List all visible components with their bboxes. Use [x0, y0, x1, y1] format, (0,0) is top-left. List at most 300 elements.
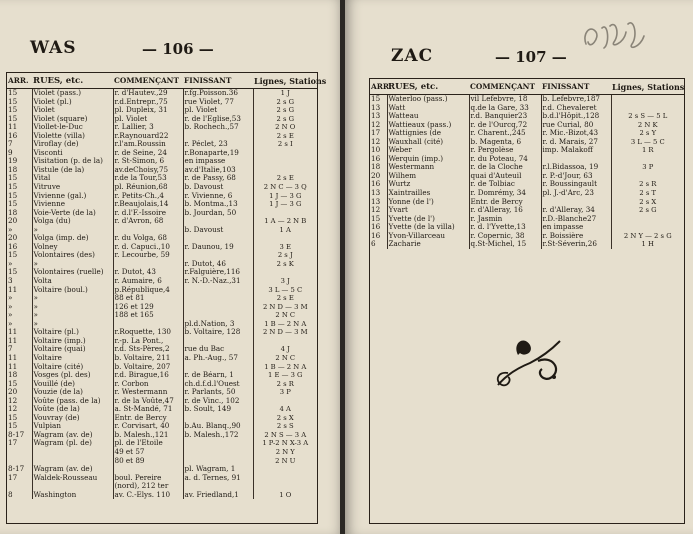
lignes-cell: 2 N Y — 2 s G	[611, 232, 684, 241]
finissant-cell: b. Voltaire, 128	[183, 328, 253, 337]
street-name-cell: Voûte (pass. de la)	[32, 397, 113, 406]
table-row	[7, 294, 317, 303]
finissant-cell: r.St-Séverin,26	[541, 240, 611, 249]
commencant-cell: r.Raynouard22	[113, 132, 183, 141]
lignes-cell: 2 N D — 3 M	[253, 303, 317, 312]
lignes-cell	[611, 215, 684, 224]
arr-cell: 15	[8, 378, 18, 388]
finissant-cell: r. Mic.-Bizot,43	[541, 129, 611, 138]
street-name-cell: Viroflay (de)	[32, 140, 113, 149]
street-name-cell: Volontaires (des)	[32, 251, 113, 260]
street-name-cell: Voltaire (boul.)	[32, 286, 113, 295]
finissant-cell: b. Montma.,13	[183, 200, 253, 209]
finissant-cell	[183, 286, 253, 295]
commencant-cell: vil Lefebvre, 18	[469, 95, 541, 104]
lignes-cell: 2 s I	[253, 140, 317, 149]
arr-cell: 20	[8, 387, 18, 397]
arr-cell: 20	[8, 216, 18, 226]
arr-cell: 13	[371, 188, 381, 198]
lignes-cell	[253, 397, 317, 406]
lignes-cell	[611, 223, 684, 232]
arr-cell: 15	[8, 412, 18, 422]
commencant-cell: r. Dutot, 43	[113, 268, 183, 277]
lignes-cell: 3 P	[611, 163, 684, 172]
lignes-cell: 1 J — 3 G	[253, 192, 317, 201]
lignes-cell: 1 J — 3 G	[253, 200, 317, 209]
arr-cell: 17	[8, 438, 18, 448]
arr-cell: 15	[8, 173, 18, 183]
street-name-cell: Voltaire (imp.)	[32, 337, 113, 346]
finissant-cell: b. Rochech.,57	[183, 123, 253, 132]
arr-cell	[7, 448, 32, 457]
arr-cell: 16	[371, 222, 381, 232]
arr-cell: »	[8, 318, 13, 328]
street-name-cell: Vouzie (de la)	[32, 388, 113, 397]
street-name-cell: Violette (villa)	[32, 132, 113, 141]
finissant-cell: r. Parlants, 50	[183, 388, 253, 397]
commencant-cell: r. Lecourbe, 59	[113, 251, 183, 260]
finissant-cell	[183, 448, 253, 457]
table-row	[370, 198, 684, 207]
table-row	[370, 172, 684, 181]
finissant-cell	[183, 303, 253, 312]
street-name-cell: Volney	[32, 243, 113, 252]
arr-cell: 11	[8, 352, 18, 362]
commencant-cell: r. de l'Ourcq,72	[469, 121, 541, 130]
table-row	[7, 491, 317, 500]
lignes-cell	[253, 465, 317, 474]
finissant-cell: r.d. Chevaleret	[541, 104, 611, 113]
street-name-cell: Wurtz	[387, 180, 469, 189]
table-row	[7, 448, 317, 457]
arr-cell: 15	[8, 113, 18, 123]
street-name-cell: Yonne (de l')	[387, 198, 469, 207]
lignes-cell: 2 s G	[611, 206, 684, 215]
lignes-cell	[253, 209, 317, 218]
arr-cell: 16	[8, 241, 18, 251]
commencant-cell: 49 et 57	[113, 448, 183, 457]
commencant-cell: r. d'Hautev.,29	[113, 89, 183, 98]
lignes-cell	[253, 157, 317, 166]
commencant-cell: Entr. de Bercy	[113, 414, 183, 423]
lignes-cell	[611, 155, 684, 164]
arr-cell: 8-17	[8, 464, 25, 474]
commencant-cell: r. de Seine, 24	[113, 149, 183, 158]
street-name-cell: Wattignies (de	[387, 129, 469, 138]
lignes-cell: 3 E	[253, 243, 317, 252]
header-arr: ARR.	[370, 80, 387, 95]
commencant-cell: r.-p. La Pont.,	[113, 337, 183, 346]
lignes-cell: 2 s E	[253, 294, 317, 303]
finissant-cell: r. Vivienne, 6	[183, 192, 253, 201]
street-name-cell: Vivienne	[32, 200, 113, 209]
arr-cell: 20	[8, 233, 18, 243]
lignes-cell: 2 s E	[253, 174, 317, 183]
finissant-cell: a. d. Ternes, 91	[183, 474, 253, 483]
arr-cell: 11	[8, 361, 18, 371]
lignes-cell: 2 N C — 3 Q	[253, 183, 317, 192]
arr-cell: 15	[8, 199, 18, 209]
arr-cell: 11	[8, 284, 18, 294]
header-rues: RUES, etc.	[387, 80, 469, 95]
commencant-cell: r.Roquette, 130	[113, 328, 183, 337]
lignes-cell: 2 s S	[253, 422, 317, 431]
commencant-cell: pl. Violet	[113, 115, 183, 124]
finissant-cell: r.Bonaparte,19	[183, 149, 253, 158]
commencant-cell: r.l'am.Roussin	[113, 140, 183, 149]
arr-cell: 15	[8, 421, 18, 431]
street-name-cell: Visconti	[32, 149, 113, 158]
lignes-cell: 2 s X	[611, 198, 684, 207]
header-lignes: Lignes, Stations	[611, 80, 684, 95]
finissant-cell: r.fg.Poisson.36	[183, 89, 253, 98]
table-row	[370, 163, 684, 172]
arr-cell: 8-17	[8, 429, 25, 439]
right-page-abbr: ZAC	[391, 46, 434, 66]
street-name-cell: Viollet-le-Duc	[32, 123, 113, 132]
commencant-cell: r. d'Avron, 68	[113, 217, 183, 226]
arr-cell: 15	[8, 190, 18, 200]
arr-cell: 18	[8, 370, 18, 380]
lignes-cell: 1 B — 2 N A	[253, 320, 317, 329]
commencant-cell: r.d. Banquier23	[469, 112, 541, 121]
floral-ornament-icon	[490, 333, 570, 393]
lignes-cell: 2 s R	[253, 380, 317, 389]
commencant-cell: 188 et 165	[113, 311, 183, 320]
street-name-cell: Wagram (av. de)	[32, 465, 113, 474]
commencant-cell: quai d'Auteuil	[469, 172, 541, 181]
street-name-cell: Volta	[32, 277, 113, 286]
lignes-cell: 2 N Y	[253, 448, 317, 457]
arr-cell: 15	[8, 267, 18, 277]
street-name-cell: Vital	[32, 174, 113, 183]
lignes-cell	[253, 482, 317, 491]
arr-cell: 8	[8, 489, 13, 499]
finissant-cell: b. Davoust	[183, 183, 253, 192]
arr-cell: 12	[8, 404, 18, 414]
lignes-cell	[253, 234, 317, 243]
street-name-cell: Wilhem	[387, 172, 469, 181]
finissant-cell: b. Lefebvre,187	[541, 95, 611, 104]
lignes-cell	[253, 337, 317, 346]
lignes-cell: 2 s S — 5 L	[611, 112, 684, 121]
commencant-cell: r. Domrémy, 34	[469, 189, 541, 198]
street-name-cell: Yvette (de l')	[387, 215, 469, 224]
lignes-cell: 2 s K	[253, 260, 317, 269]
arr-cell: 12	[371, 119, 381, 129]
commencant-cell: q.de la Gare, 33	[469, 104, 541, 113]
arr-cell: 17	[371, 128, 381, 138]
left-page-abbr: WAS	[30, 38, 77, 58]
street-name-cell: Volontaires (ruelle)	[32, 268, 113, 277]
arr-cell: 15	[8, 250, 18, 260]
lignes-cell: 2 N K	[611, 121, 684, 130]
lignes-cell: 1 R	[611, 146, 684, 155]
finissant-cell: rue du Bac	[183, 345, 253, 354]
finissant-cell: r. d'Alleray, 34	[541, 206, 611, 215]
commencant-cell: r. du Poteau, 74	[469, 155, 541, 164]
arr-cell: 11	[8, 335, 18, 345]
left-table-header-row	[7, 74, 317, 89]
street-name-cell: Vitruve	[32, 183, 113, 192]
arr-cell: 19	[8, 156, 18, 166]
arr-cell: »	[8, 293, 13, 303]
lignes-cell: 2 N C	[253, 354, 317, 363]
commencant-cell: b. Voltaire, 207	[113, 363, 183, 372]
street-name-cell: Voie-Verte (de la)	[32, 209, 113, 218]
arr-cell: 15	[8, 96, 18, 106]
commencant-cell: (nord), 212 ter	[113, 482, 183, 491]
arr-cell: 9	[8, 147, 13, 157]
street-name-cell: Weber	[387, 146, 469, 155]
arr-cell: 11	[8, 327, 18, 337]
arr-cell: »	[8, 224, 13, 234]
right-street-table	[370, 80, 684, 249]
lignes-cell: 2 N O	[253, 123, 317, 132]
lignes-cell: 1 P-2 N X-3 A	[253, 439, 317, 448]
arr-cell: 7	[8, 139, 13, 149]
finissant-cell: b. Davoust	[183, 226, 253, 235]
street-name-cell: Violet	[32, 106, 113, 115]
finissant-cell: r. Péclet, 23	[183, 140, 253, 149]
table-row	[7, 286, 317, 295]
street-name-cell: Vivienne (gal.)	[32, 192, 113, 201]
commencant-cell: r. Aumaire, 6	[113, 277, 183, 286]
finissant-cell: pl. Wagram, 1	[183, 465, 253, 474]
finissant-cell: b.Au. Blanq.,90	[183, 422, 253, 431]
right-table-header-row	[370, 80, 684, 95]
pencil-scribble-icon	[580, 14, 650, 62]
lignes-cell	[253, 166, 317, 175]
table-row	[370, 138, 684, 147]
header-rues: RUES, etc.	[32, 74, 113, 89]
lignes-cell: 2 N D — 3 M	[253, 328, 317, 337]
lignes-cell: 3 L — 5 C	[611, 138, 684, 147]
street-name-cell: Voûte (de la)	[32, 405, 113, 414]
arr-cell: »	[8, 301, 13, 311]
finissant-cell	[183, 294, 253, 303]
finissant-cell: pl. J.-d'Arc, 23	[541, 189, 611, 198]
commencant-cell: 80 et 89	[113, 457, 183, 466]
street-name-cell: Xaintrailles	[387, 189, 469, 198]
arr-cell: 15	[371, 213, 381, 223]
lignes-cell: 2 s X	[253, 414, 317, 423]
commencant-cell: r. d. l'Yvette,13	[469, 223, 541, 232]
arr-cell: 16	[8, 130, 18, 140]
lignes-cell: 1 O	[253, 491, 317, 500]
finissant-cell: imp. Malakoff	[541, 146, 611, 155]
finissant-cell: r. Dutot, 46	[183, 260, 253, 269]
lignes-cell: 4 A	[253, 405, 317, 414]
commencant-cell: boul. Pereire	[113, 474, 183, 483]
finissant-cell: r. de l'Eglise,53	[183, 115, 253, 124]
lignes-cell: 3 P	[253, 388, 317, 397]
arr-cell: 17	[8, 472, 18, 482]
finissant-cell: av. Friedland,1	[183, 491, 253, 500]
commencant-cell: 88 et 81	[113, 294, 183, 303]
finissant-cell: r. Daunou, 19	[183, 243, 253, 252]
lignes-cell: 2 s G	[253, 98, 317, 107]
lignes-cell: 2 s J	[253, 251, 317, 260]
street-name-cell: Yvette (de la villa)	[387, 223, 469, 232]
street-name-cell: »	[32, 303, 113, 312]
street-name-cell: Werquin (imp.)	[387, 155, 469, 164]
commencant-cell: r. d. Capuci.,10	[113, 243, 183, 252]
arr-cell: 13	[371, 102, 381, 112]
commencant-cell: r. Pergolèse	[469, 146, 541, 155]
finissant-cell: pl. Violet	[183, 106, 253, 115]
arr-cell: »	[8, 310, 13, 320]
lignes-cell: 2 N S — 3 A	[253, 431, 317, 440]
table-row	[370, 240, 684, 249]
street-name-cell: Volga (imp. de)	[32, 234, 113, 243]
arr-cell: 15	[8, 105, 18, 115]
lignes-cell	[253, 268, 317, 277]
street-name-cell: Yvart	[387, 206, 469, 215]
finissant-cell: r. Boussingault	[541, 180, 611, 189]
lignes-cell	[611, 172, 684, 181]
finissant-cell: b. Soult, 149	[183, 405, 253, 414]
lignes-cell	[611, 95, 684, 104]
arr-cell: 15	[8, 182, 18, 192]
arr-cell: »	[8, 258, 13, 268]
commencant-cell: r. Corvisart, 40	[113, 422, 183, 431]
street-name-cell: Washington	[32, 491, 113, 500]
lignes-cell: 2 s G	[253, 115, 317, 124]
commencant-cell: r.d. Sts-Pères,2	[113, 345, 183, 354]
lignes-cell: 1 J	[253, 89, 317, 98]
commencant-cell: av.deChoisy,75	[113, 166, 183, 175]
street-name-cell: »	[32, 260, 113, 269]
finissant-cell: r. P.-d'Jour, 63	[541, 172, 611, 181]
arr-cell: 12	[371, 205, 381, 215]
commencant-cell: r. d'Alleray, 16	[469, 206, 541, 215]
commencant-cell: b. Malesh.,121	[113, 431, 183, 440]
arr-cell: 20	[371, 170, 381, 180]
table-row	[7, 251, 317, 260]
right-page	[345, 0, 693, 534]
street-name-cell: Waldek-Rousseau	[32, 474, 113, 483]
lignes-cell	[253, 474, 317, 483]
commencant-cell: Entr. de Bercy	[469, 198, 541, 207]
arr-cell: 15	[371, 94, 381, 103]
finissant-cell: b. Jourdan, 50	[183, 209, 253, 218]
table-row	[7, 217, 317, 226]
commencant-cell: pl. de l'Etoile	[113, 439, 183, 448]
commencant-cell: r. St-Simon, 6	[113, 157, 183, 166]
street-name-cell: Violet (pl.)	[32, 98, 113, 107]
street-name-cell: Westermann	[387, 163, 469, 172]
commencant-cell: r.Beaujolais,14	[113, 200, 183, 209]
street-name-cell: Voltaire (cité)	[32, 363, 113, 372]
commencant-cell: q.St-Michel, 15	[469, 240, 541, 249]
lignes-cell: 2 N U	[253, 457, 317, 466]
street-name-cell	[32, 448, 113, 457]
lignes-cell: 2 s G	[253, 106, 317, 115]
arr-cell: 16	[371, 153, 381, 163]
street-name-cell: Vistule (de la)	[32, 166, 113, 175]
lignes-cell: 1 B — 2 N A	[253, 363, 317, 372]
finissant-cell: r. de Béarn, 1	[183, 371, 253, 380]
lignes-cell: 2 s Y	[611, 129, 684, 138]
finissant-cell: r. Boissière	[541, 232, 611, 241]
street-name-cell: Visitation (p. de la)	[32, 157, 113, 166]
commencant-cell: r.d. Birague,16	[113, 371, 183, 380]
commencant-cell: r. du Volga, 68	[113, 234, 183, 243]
arr-cell: 11	[8, 122, 18, 132]
arr-cell: 12	[371, 136, 381, 146]
lignes-cell	[611, 104, 684, 113]
commencant-cell: 126 et 129	[113, 303, 183, 312]
commencant-cell: r. de Tolbiac	[469, 180, 541, 189]
commencant-cell: r.de la Tour,53	[113, 174, 183, 183]
commencant-cell: r. Westermann	[113, 388, 183, 397]
table-row	[7, 439, 317, 448]
finissant-cell: r. de Passy, 68	[183, 174, 253, 183]
arr-cell: 16	[371, 179, 381, 189]
left-page	[0, 0, 345, 534]
commencant-cell: pl. Réunion,68	[113, 183, 183, 192]
arr-cell: 10	[371, 145, 381, 155]
finissant-cell: r.D.-Blanche27	[541, 215, 611, 224]
lignes-cell: 1 A — 2 N B	[253, 217, 317, 226]
lignes-cell: 3 L — 5 C	[253, 286, 317, 295]
street-name-cell: Voltaire (pl.)	[32, 328, 113, 337]
header-arr: ARR.	[7, 74, 32, 89]
finissant-cell: r.l.Bidassoa, 19	[541, 163, 611, 172]
lignes-cell: 2 s R	[611, 180, 684, 189]
commencant-cell: r. Lallier, 3	[113, 123, 183, 132]
header-commencant: COMMENÇANT	[113, 74, 183, 89]
finissant-cell: r.Falguière,116	[183, 268, 253, 277]
commencant-cell: p.République,4	[113, 286, 183, 295]
lignes-cell: 4 J	[253, 345, 317, 354]
right-table-body	[370, 95, 684, 249]
finissant-cell: b.d.l'Hôpit.,128	[541, 112, 611, 121]
commencant-cell: av. C.-Elys. 110	[113, 491, 183, 500]
table-row	[7, 311, 317, 320]
left-street-table	[7, 74, 327, 499]
street-name-cell: Wagram (av. de)	[32, 431, 113, 440]
commencant-cell: a. St-Mandé, 71	[113, 405, 183, 414]
commencant-cell: r. de la Voûte,47	[113, 397, 183, 406]
street-name-cell: Voltaire	[32, 354, 113, 363]
lignes-cell	[253, 149, 317, 158]
header-finissant: FINISSANT	[541, 80, 611, 95]
street-name-cell: »	[32, 294, 113, 303]
street-name-cell: Watt	[387, 104, 469, 113]
commencant-cell: b. Magenta, 6	[469, 138, 541, 147]
street-name-cell: Watteau	[387, 112, 469, 121]
finissant-cell: ch.d.f.d.l'Ouest	[183, 380, 253, 389]
finissant-cell: a. Ph.-Aug., 57	[183, 354, 253, 363]
commencant-cell: r. Corbon	[113, 380, 183, 389]
arr-cell: 6	[371, 239, 376, 249]
street-name-cell: Wauxhall (cité)	[387, 138, 469, 147]
commencant-cell: r. Charent.,245	[469, 129, 541, 138]
arr-cell: 13	[371, 111, 381, 121]
arr-cell: 18	[8, 207, 18, 217]
commencant-cell: b. Voltaire, 211	[113, 354, 183, 363]
street-name-cell: Vouillé (de)	[32, 380, 113, 389]
street-name-cell: Wattieaux (pass.)	[387, 121, 469, 130]
header-lignes: Lignes, Stations	[253, 74, 317, 89]
arr-cell: 13	[371, 196, 381, 206]
left-page-number: — 106 —	[142, 40, 214, 58]
lignes-cell: 3 J	[253, 277, 317, 286]
commencant-cell: pl. Dupleix, 31	[113, 106, 183, 115]
street-name-cell: Yvon-Villarceau	[387, 232, 469, 241]
